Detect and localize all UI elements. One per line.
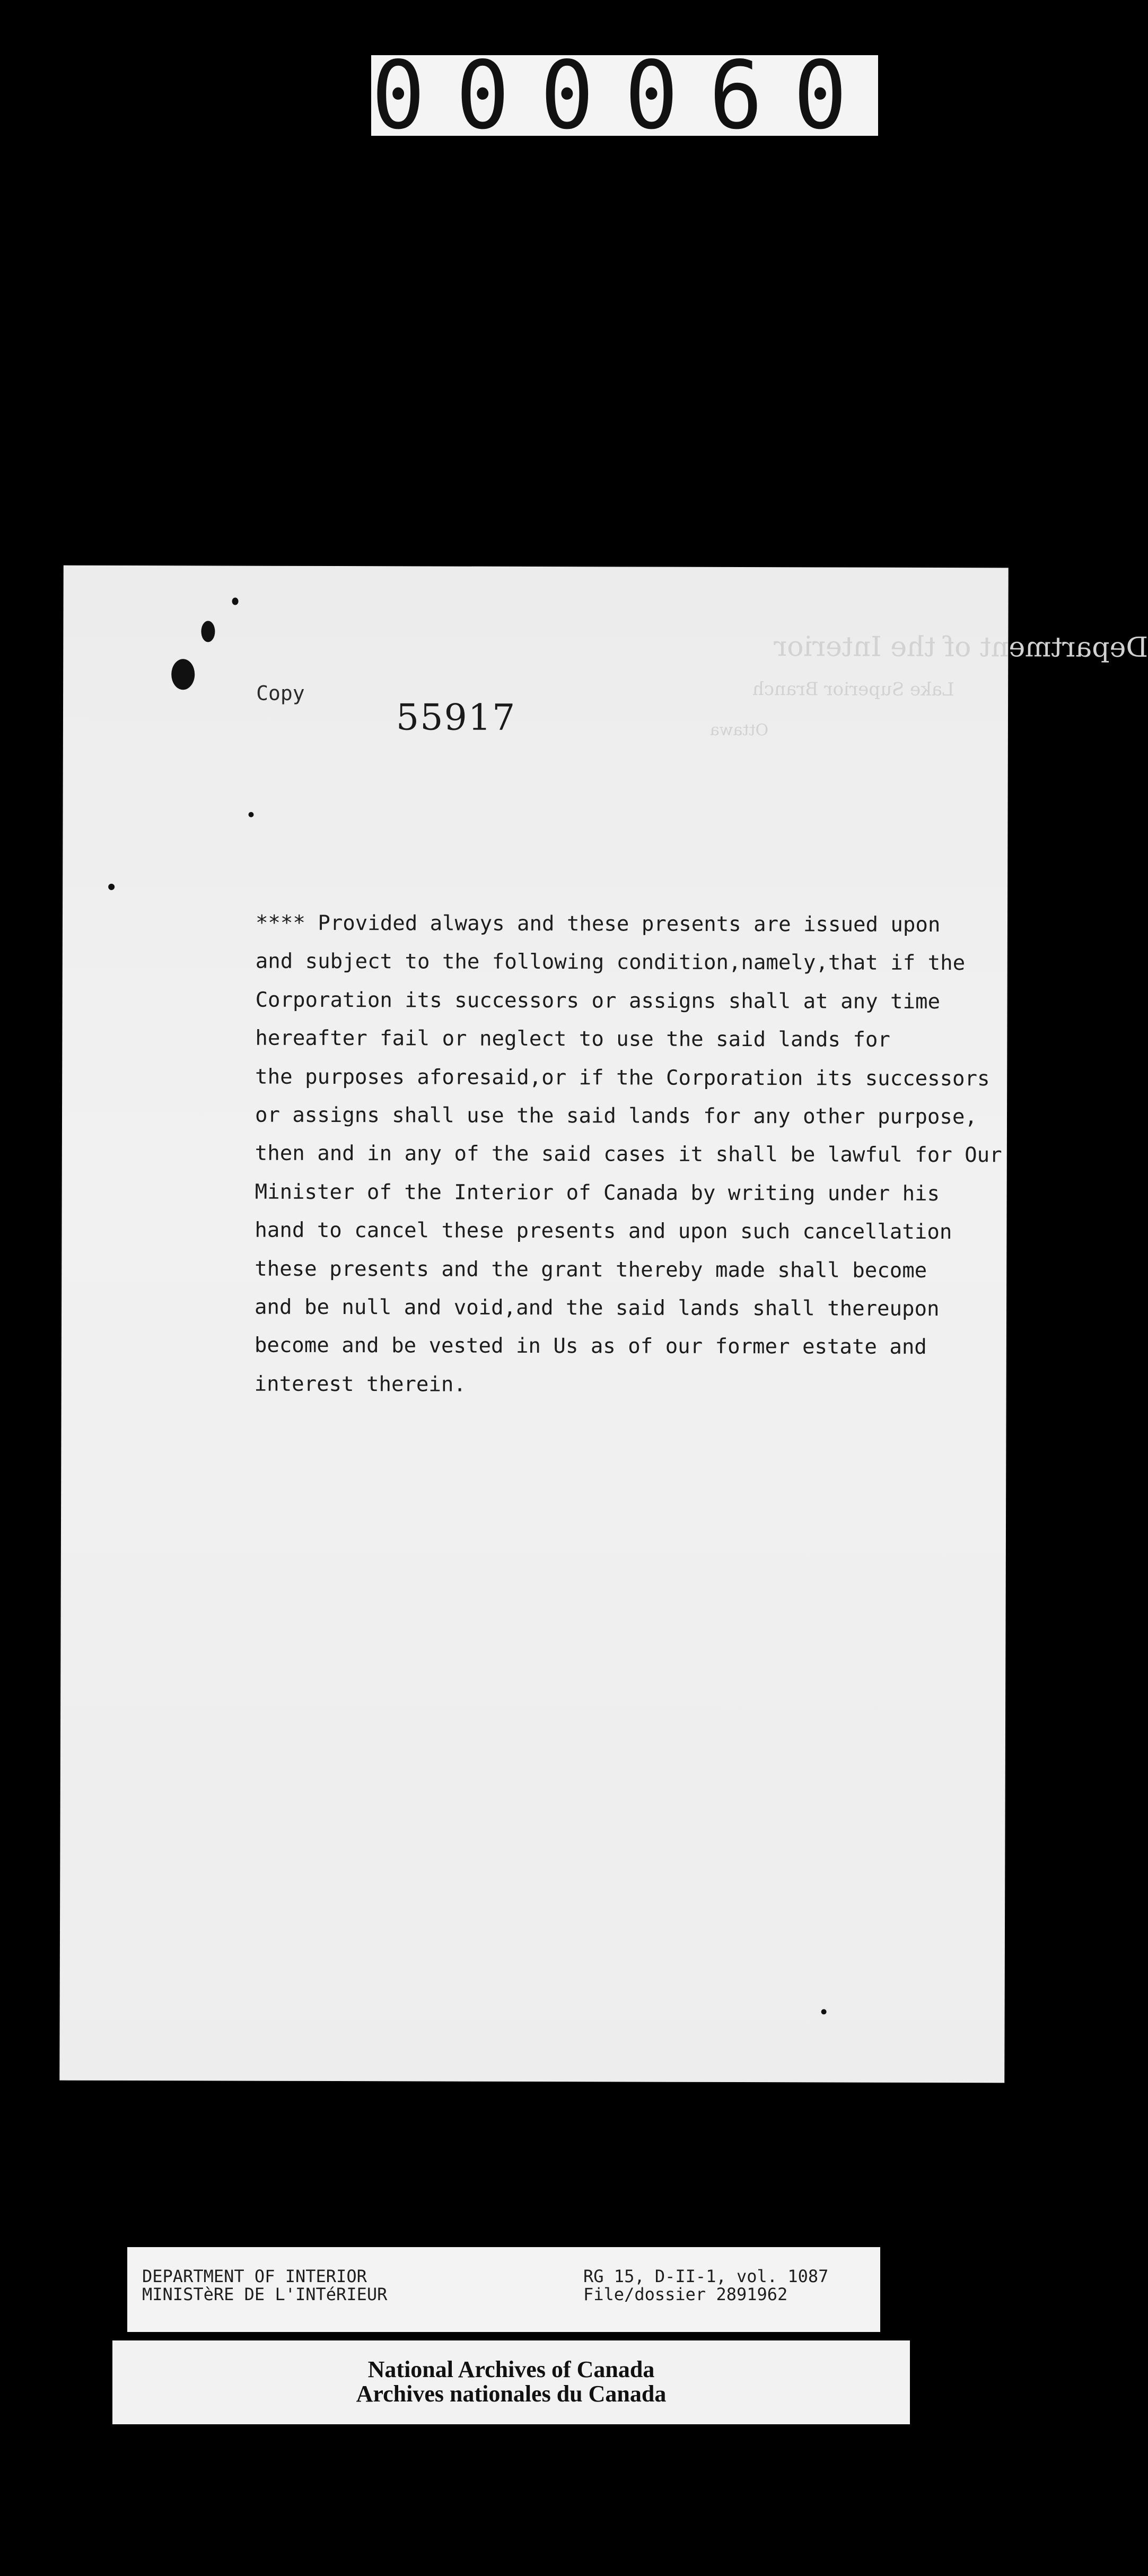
reference-volume: RG 15, D-II-1, vol. 1087 [583, 2266, 829, 2286]
ink-blot [201, 621, 215, 642]
department-en: DEPARTMENT OF INTERIOR [142, 2266, 367, 2286]
archives-name-fr: Archives nationales du Canada [356, 2381, 667, 2407]
body-line: Minister of the Interior of Canada by writing under his [255, 1180, 940, 1206]
reference-file: File/dossier 2891962 [583, 2284, 788, 2304]
body-line: or assigns shall use the said lands for any other purpose, [255, 1103, 977, 1129]
ink-speck [821, 2009, 827, 2014]
body-line: these presents and the grant thereby made shall become [255, 1257, 927, 1283]
body-text [254, 904, 1002, 1406]
frame-counter [371, 41, 878, 150]
body-line: Corporation its successors or assigns shall at any time [255, 988, 941, 1014]
archives-name-en: National Archives of Canada [367, 2356, 655, 2382]
body-line: become and be vested in Us as of our former estate and [254, 1334, 927, 1360]
body-line: **** Provided always and these presents are issued upon [255, 911, 941, 937]
ink-speck [248, 812, 253, 817]
body-line: hand to cancel these presents and upon such cancellation [255, 1218, 952, 1245]
body-line: the purposes aforesaid,or if the Corporation its successors [255, 1065, 990, 1091]
department-block [142, 2267, 387, 2303]
ghost-header-line3: Ottawa [709, 720, 769, 740]
ink-speck [108, 884, 115, 890]
reference-block [583, 2267, 828, 2303]
archival-reference-strip [127, 2247, 880, 2332]
body-line: then and in any of the said cases it shall be lawful for Our [255, 1142, 1002, 1168]
body-line: hereafter fail or neglect to use the said lands for [255, 1026, 890, 1052]
frame-number: 000060 [371, 41, 878, 150]
body-line: and subject to the following condition,namely,that if the [255, 950, 966, 976]
department-fr: MINISTèRE DE L'INTéRIEUR [142, 2284, 388, 2304]
ghost-header-line1: Department of the Interior [774, 631, 1148, 664]
ink-blot [171, 659, 195, 690]
archives-label [112, 2340, 910, 2424]
body-line: and be null and void,and the said lands shall thereupon [255, 1295, 940, 1321]
file-number: 55917 [396, 697, 516, 739]
document-page [59, 565, 1148, 2083]
ink-blot [232, 598, 239, 605]
copy-label: Copy [256, 681, 305, 705]
body-line: interest therein. [254, 1372, 466, 1397]
ghost-header-line2: Lake Superior Branch [752, 678, 954, 701]
